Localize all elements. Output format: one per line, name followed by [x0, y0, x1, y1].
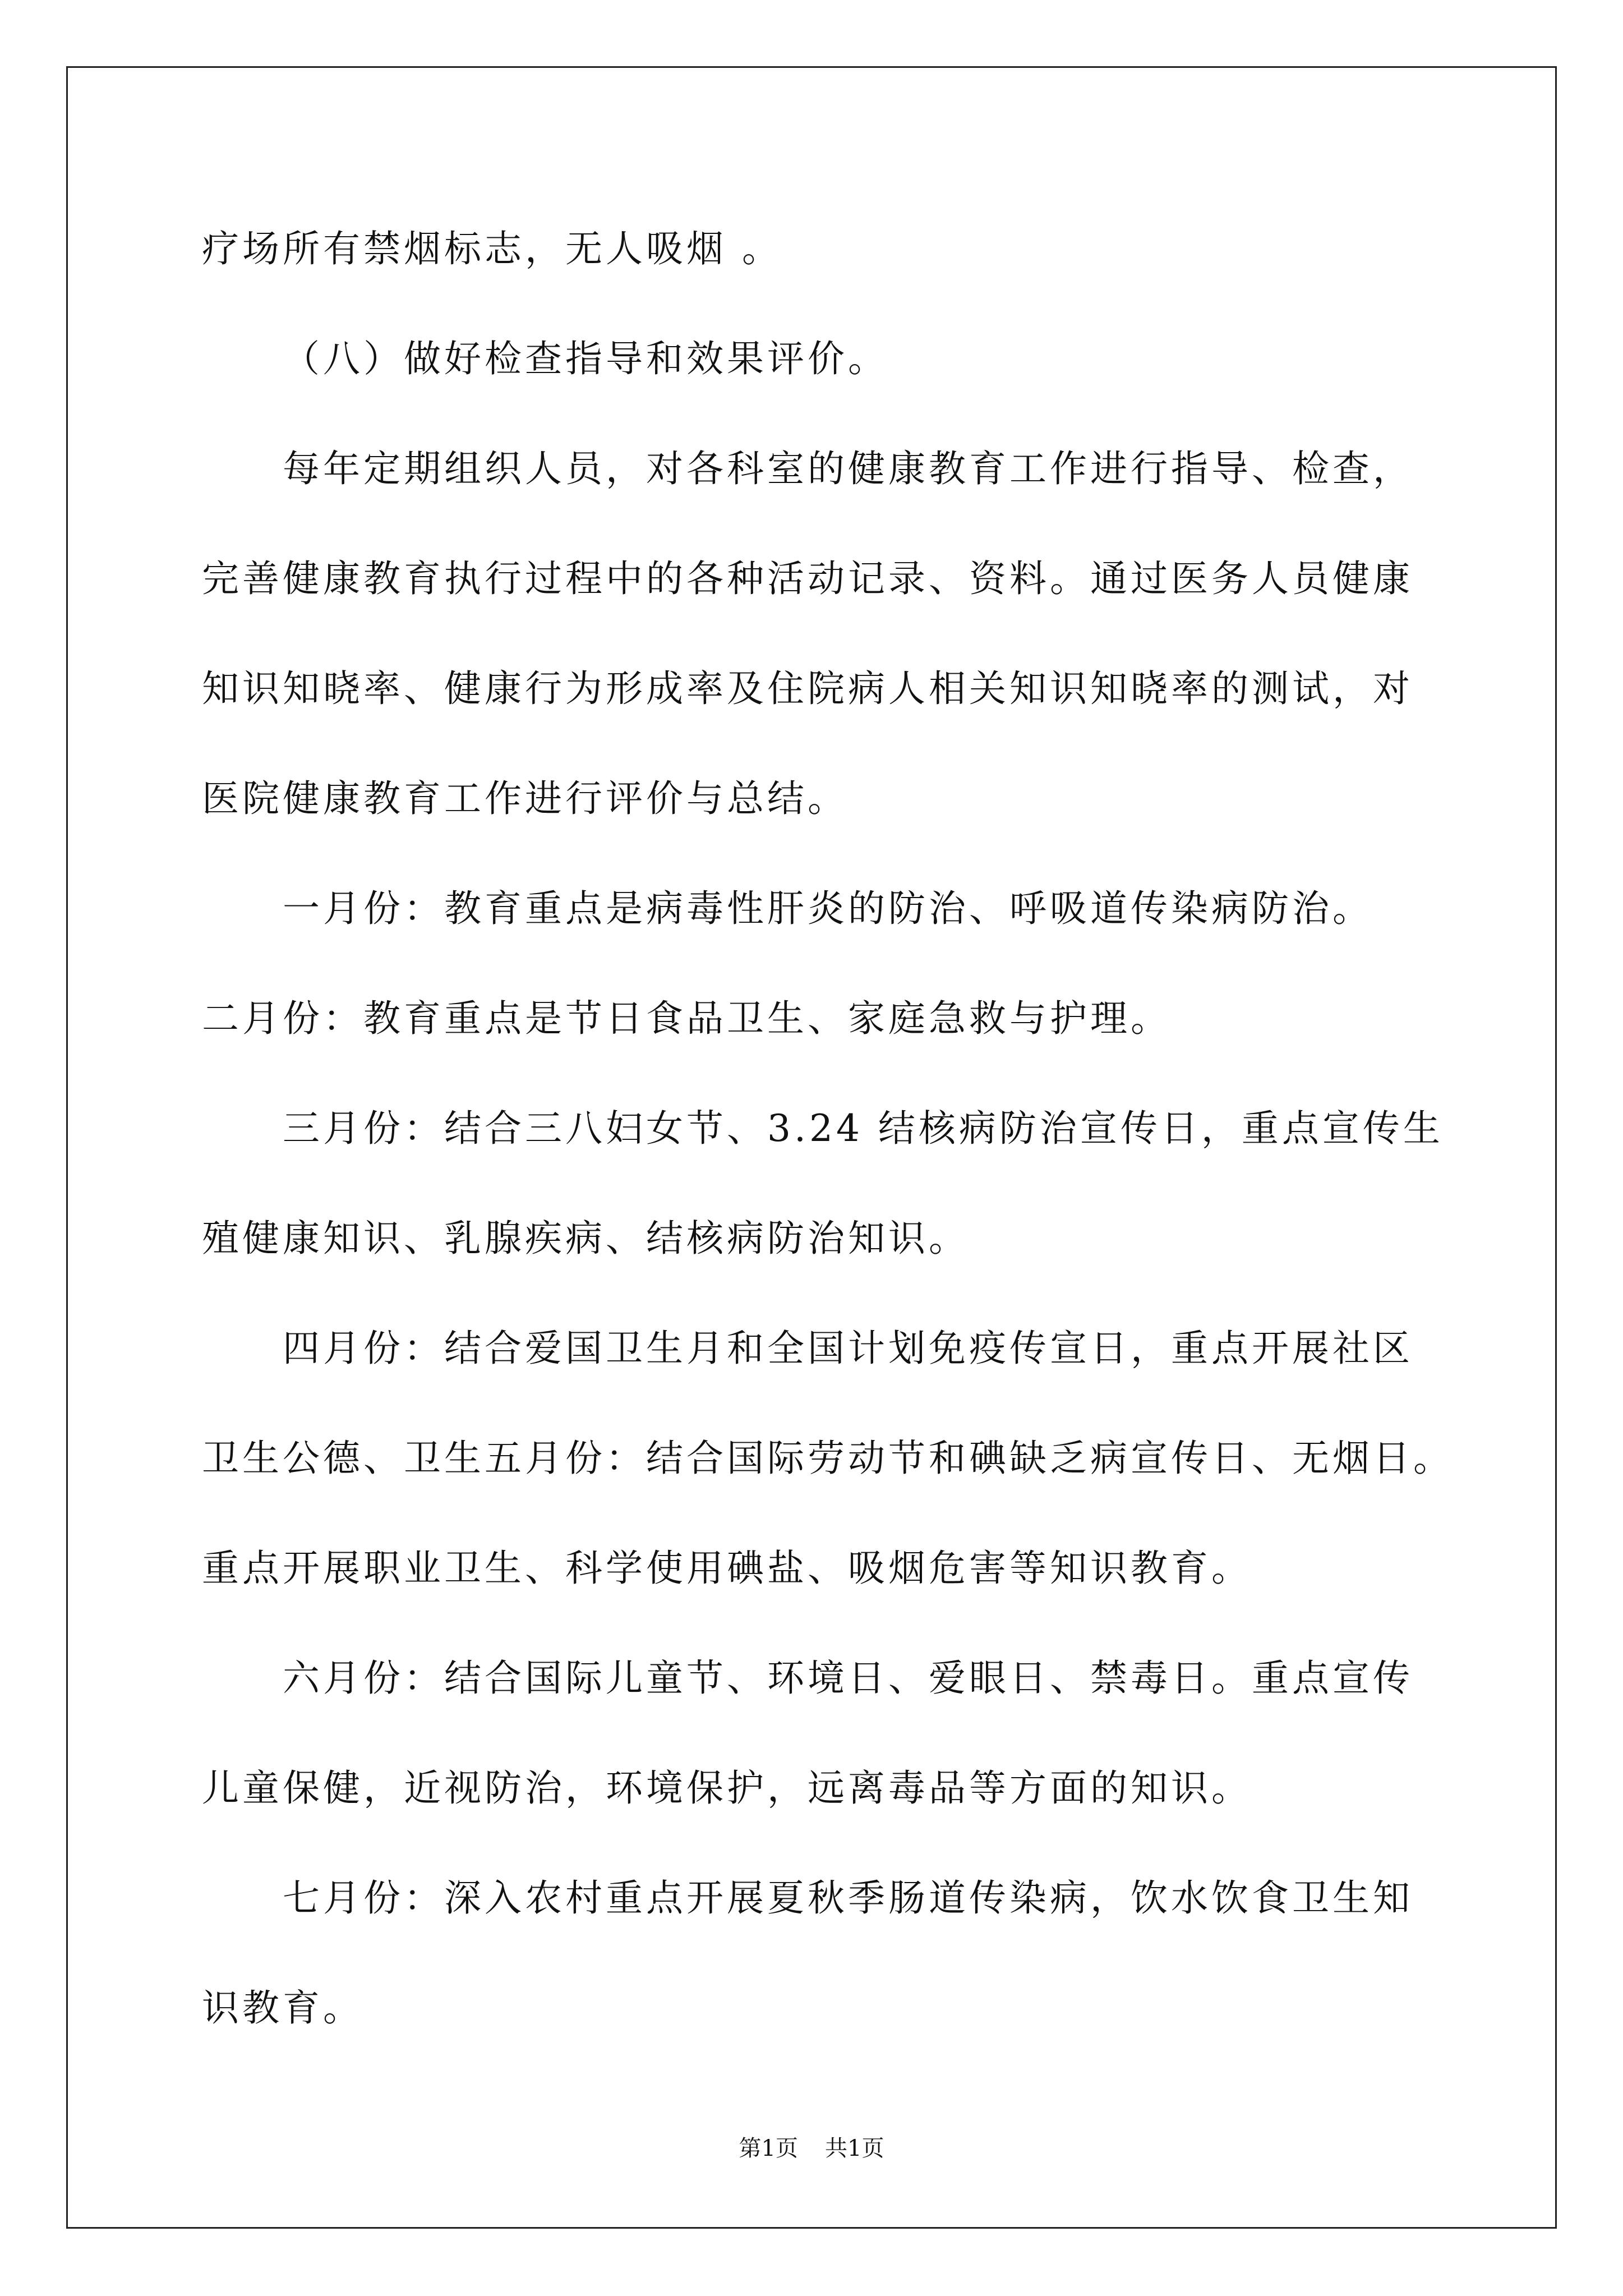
text-line: 重点开展职业卫生、科学使用碘盐、吸烟危害等知识教育。	[202, 1547, 1252, 1590]
text-line: 二月份：教育重点是节日食品卫生、家庭急救与护理。	[202, 997, 1171, 1040]
text-line: 识教育。	[202, 1986, 363, 2030]
text-line: 儿童保健，近视防治，环境保护，远离毒品等方面的知识。	[202, 1766, 1252, 1810]
text-line: 一月份：教育重点是病毒性肝炎的防治、呼吸道传染病防治。	[283, 887, 1373, 930]
text-line: 完善健康教育执行过程中的各种活动记录、资料。通过医务人员健康	[202, 557, 1413, 600]
text-line: 知识知晓率、健康行为形成率及住院病人相关知识知晓率的测试，对	[202, 667, 1413, 710]
total-pages: 共1页	[825, 2136, 884, 2161]
text-line: 疗场所有禁烟标志，无人吸烟 。	[202, 227, 782, 270]
text-line: 四月份：结合爱国卫生月和全国计划免疫传宣日，重点开展社区	[283, 1327, 1413, 1370]
page-number: 第1页	[739, 2136, 798, 2161]
text-line: 三月份：结合三八妇女节、3.24 结核病防治宣传日，重点宣传生	[283, 1107, 1444, 1150]
page-footer	[0, 2134, 1623, 2162]
text-line: 医院健康教育工作进行评价与总结。	[202, 777, 848, 820]
text-line: 殖健康知识、乳腺疾病、结核病防治知识。	[202, 1217, 969, 1260]
text-line: 卫生公德、卫生五月份：结合国际劳动节和碘缺乏病宣传日、无烟日。	[202, 1437, 1454, 1480]
text-line: 六月份：结合国际儿童节、环境日、爱眼日、禁毒日。重点宣传	[283, 1657, 1413, 1700]
text-line: 每年定期组织人员，对各科室的健康教育工作进行指导、检查，	[283, 447, 1413, 490]
text-line: 七月份：深入农村重点开展夏秋季肠道传染病，饮水饮食卫生知	[283, 1876, 1413, 1920]
section-heading: （八）做好检查指导和效果评价。	[283, 337, 888, 380]
